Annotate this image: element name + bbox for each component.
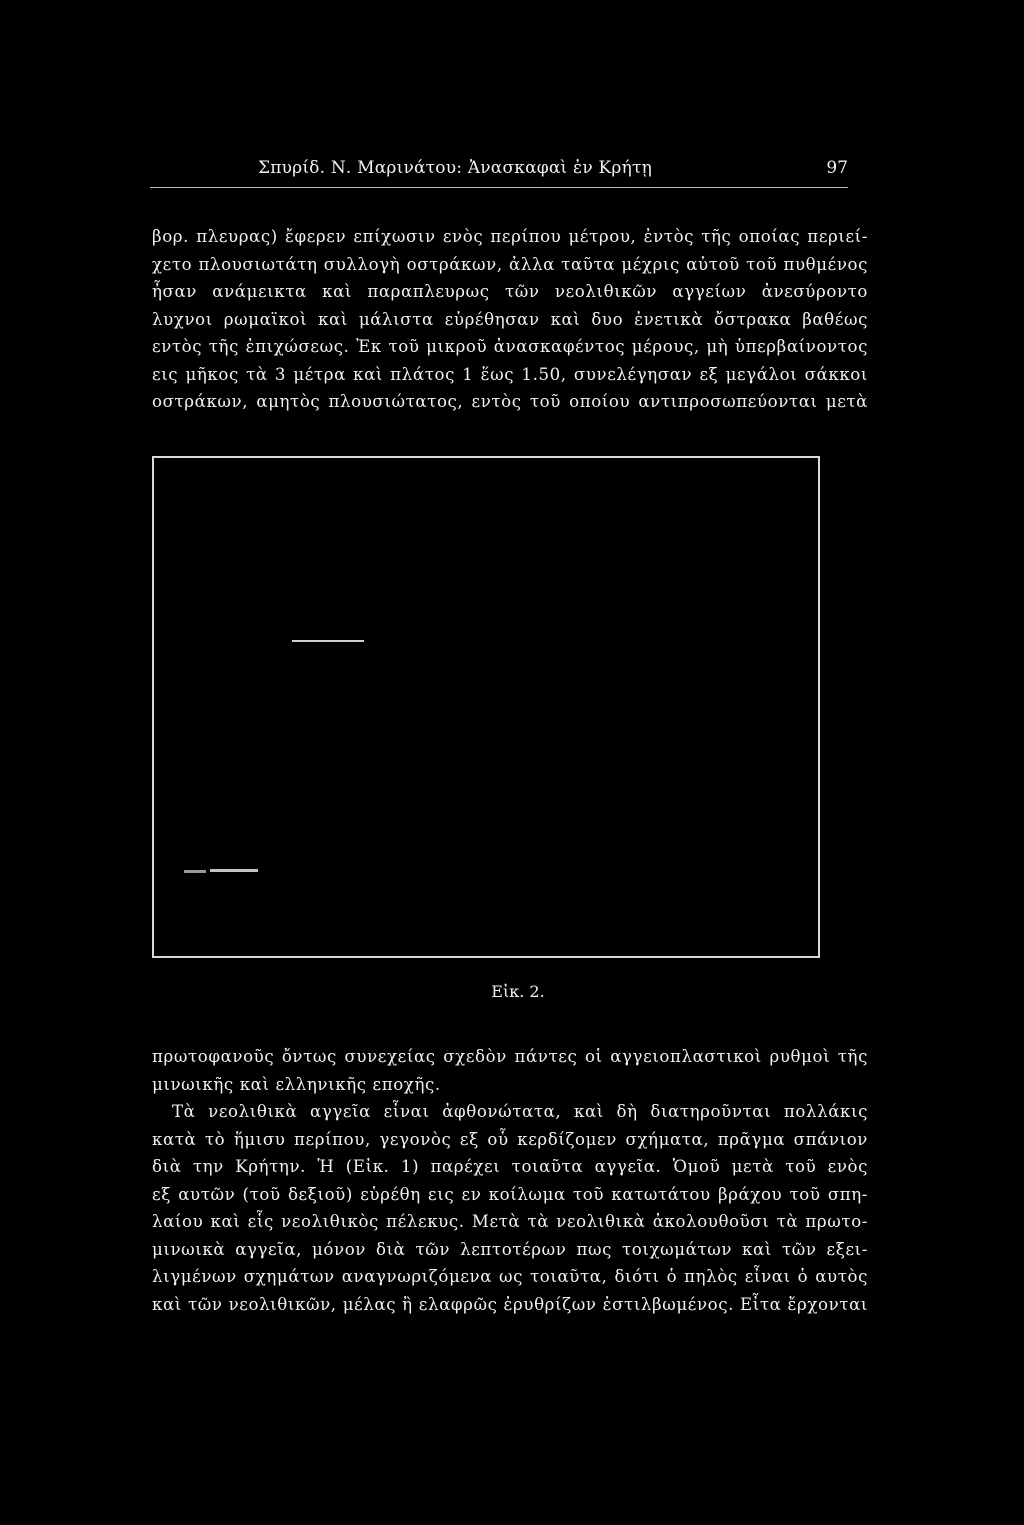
text-line: διὰ την Κρήτην. Ἡ (Εἰκ. 1) παρέχει τοιαῦτα αγγεῖα. Ὁμοῦ μετὰ τοῦ ενὸς [152,1157,868,1176]
text-line: οστράκων, αμητὸς πλουσιώτατος, εντὸς τοῦ οποίου αντιπροσωπεύονται μετὰ [152,392,868,411]
text-line: πρωτοφανοῦς ὄντως συνεχείας σχεδὸν πάντες οἱ αγγειοπλαστικοὶ ρυθμοὶ τῆς [152,1047,868,1066]
text-line: Τὰ νεολιθικὰ αγγεῖα εἶναι ἀφθονώτατα, καὶ δὴ διατηροῦνται πολλάκις [172,1102,868,1121]
text-line: ἦσαν ανάμεικτα καὶ παραπλευρως τῶν νεολιθικῶν αγγείων ἀνεσύροντο [152,282,868,301]
text-line: εξ αυτῶν (τοῦ δεξιοῦ) εὑρέθη εις εν κοίλωμα τοῦ κατωτάτου βράχου τοῦ σπη- [152,1184,868,1204]
paragraph-bottom [152,1043,868,1318]
figure-frame [152,456,820,958]
page-header [150,158,850,188]
text-line: λαίου καὶ εἷς νεολιθικὸς πέλεκυς. Μετὰ τὰ νεολιθικὰ ἀκολουθοῦσι τὰ πρωτο- [152,1212,868,1231]
text-line: μινωικὰ αγγεῖα, μόνον διὰ τῶν λεπτοτέρων πως τοιχωμάτων καὶ τῶν εξει- [152,1239,868,1259]
text-line: μινωικῆς καὶ ελληνικῆς εποχῆς. [152,1074,441,1094]
figure-mark [292,640,364,642]
text-line: λιγμένων σχημάτων αναγνωριζόμενα ως τοιαῦτα, διότι ὁ πηλὸς εἶναι ὁ αυτὸς [152,1267,868,1286]
text-line: καὶ τῶν νεολιθικῶν, μέλας ἢ ελαφρῶς ἐρυθρίζων ἐστιλβωμένος. Εἶτα ἔρχονται [152,1294,868,1314]
paragraph-top [152,223,868,416]
page-number: 97 [826,158,848,178]
text-line: λυχνοι ρωμαϊκοὶ καὶ μάλιστα εὑρέθησαν καὶ δυο ἐνετικὰ ὄστρακα βαθέως [152,309,868,329]
text-line: χετο πλουσιωτάτη συλλογὴ οστράκων, ἀλλα ταῦτα μέχρις αὐτοῦ τοῦ πυθμένος [152,254,868,274]
figure-speck [184,870,206,873]
figure-caption: Εἰκ. 2. [491,982,545,1001]
header-rule [150,187,848,188]
text-line: βορ. πλευρας) ἔφερεν επίχωσιν ενὸς περίπου μέτρου, ἐντὸς τῆς οποίας περιεί- [152,227,868,246]
text-line: κατὰ τὸ ἥμισυ περίπου, γεγονὸς εξ οὗ κερδίζομεν σχήματα, πρᾶγμα σπάνιον [152,1129,868,1149]
text-line: εις μῆκος τὰ 3 μέτρα καὶ πλάτος 1 ἕως 1.50, συνελέγησαν εξ μεγάλοι σάκκοι [152,364,868,384]
figure-speck [210,869,258,872]
running-title: Σπυρίδ. Ν. Μαρινάτου: Ἀνασκαφαὶ ἐν Κρήτῃ [258,158,652,178]
text-line: εντὸς τῆς ἐπιχώσεως. Ἐκ τοῦ μικροῦ ἀνασκαφέντος μέρους, μὴ ὑπερβαίνοντος [152,337,868,356]
